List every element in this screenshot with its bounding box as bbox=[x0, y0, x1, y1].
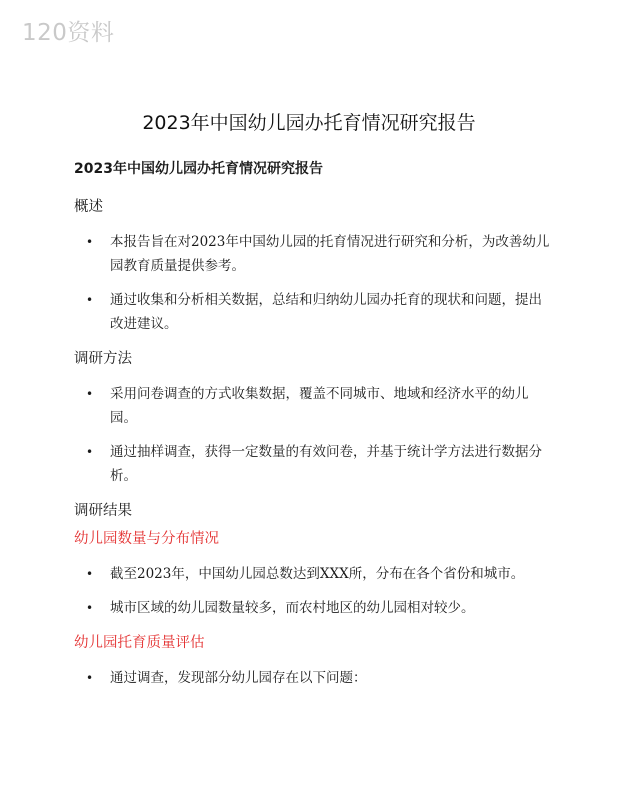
subheading-distribution: 幼儿园数量与分布情况 bbox=[74, 531, 219, 547]
overview-list bbox=[74, 230, 554, 336]
bullet-icon: • bbox=[86, 445, 94, 459]
list-item bbox=[74, 230, 554, 278]
bullet-icon: • bbox=[86, 671, 94, 685]
list-item bbox=[74, 596, 554, 620]
list-item-text: 本报告旨在对2023年中国幼儿园的托育情况进行研究和分析，为改善幼儿园教育质量提供参考。 bbox=[110, 234, 550, 274]
section-heading-overview: 概述 bbox=[74, 199, 103, 215]
distribution-list bbox=[74, 562, 554, 620]
list-item-text: 通过收集和分析相关数据，总结和归纳幼儿园办托育的现状和问题，提出改进建议。 bbox=[110, 292, 542, 332]
watermark-logo: 120资料 bbox=[22, 20, 115, 46]
list-item bbox=[74, 666, 554, 690]
list-item bbox=[74, 382, 554, 430]
bullet-icon: • bbox=[86, 567, 94, 581]
quality-list bbox=[74, 666, 554, 690]
list-item bbox=[74, 562, 554, 586]
list-item bbox=[74, 440, 554, 488]
list-item-text: 截至2023年，中国幼儿园总数达到XXX所，分布在各个省份和城市。 bbox=[110, 566, 525, 582]
section-heading-results: 调研结果 bbox=[74, 503, 132, 519]
document-body bbox=[74, 158, 554, 700]
bullet-icon: • bbox=[86, 293, 94, 307]
bullet-icon: • bbox=[86, 387, 94, 401]
list-item-text: 采用问卷调查的方式收集数据，覆盖不同城市、地域和经济水平的幼儿园。 bbox=[110, 386, 529, 426]
method-list bbox=[74, 382, 554, 488]
bullet-icon: • bbox=[86, 601, 94, 615]
list-item-text: 城市区域的幼儿园数量较多，而农村地区的幼儿园相对较少。 bbox=[110, 600, 475, 616]
page-title: 2023年中国幼儿园办托育情况研究报告 bbox=[142, 111, 476, 134]
section-heading-method: 调研方法 bbox=[74, 351, 132, 367]
subheading-quality: 幼儿园托育质量评估 bbox=[74, 635, 205, 651]
list-item bbox=[74, 288, 554, 336]
list-item-text: 通过调查，发现部分幼儿园存在以下问题： bbox=[110, 670, 367, 686]
list-item-text: 通过抽样调查，获得一定数量的有效问卷，并基于统计学方法进行数据分析。 bbox=[110, 444, 542, 484]
bullet-icon: • bbox=[86, 235, 94, 249]
document-heading: 2023年中国幼儿园办托育情况研究报告 bbox=[74, 161, 323, 177]
